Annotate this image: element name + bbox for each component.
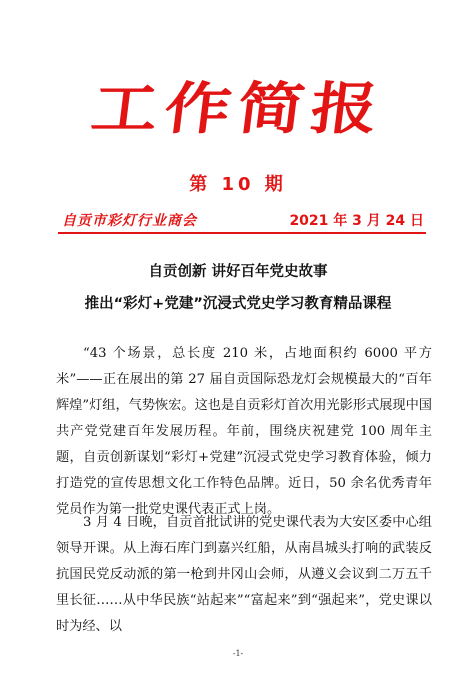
page-number: -1- xyxy=(232,649,244,658)
article-paragraph: 3 月 4 日晚，自贡首批试讲的党史课代表为大安区委中心组领导开课。从上海石库门到嘉兴红船，从南昌城头打响的武装反抗国民党反动派的第一枪到井冈山会师，从遵义会议到二万五千里长征……从中华民族“站起来”“富起来”到“强起来”，党史课以时为经、以 xyxy=(56,515,432,634)
article-paragraph: “43 个场景，总长度 210 米，占地面积约 6000 平方米”——正在展出的第 27 届自贡国际恐龙灯会规模最大的“百年辉煌”灯组，气势恢宏。这也是自贡彩灯首次用光影形式展现中国共产党党建百年发展历程。年前，围绕庆祝建党 100 周年主题，自贡创新谋划“彩灯+党建”沉浸式党史学习教育体验，倾力打造党的宣传思想文化工作特色品牌。近日，50 余名优秀青年党员作为第一批党史课代表正式上岗。 xyxy=(56,346,432,517)
article-subheadline: 推出“彩灯+党建”沉浸式党史学习教育精品课程 xyxy=(84,296,392,312)
publisher-name: 自贡市彩灯行业商会 xyxy=(62,213,197,229)
red-divider xyxy=(58,232,426,234)
issue-number: 第 10 期 xyxy=(189,174,287,195)
publication-date: 2021 年 3 月 24 日 xyxy=(289,213,424,229)
masthead-title: 工作简报 xyxy=(87,76,389,142)
article-headline: 自贡创新 讲好百年党史故事 xyxy=(148,264,328,280)
publication-row xyxy=(58,210,426,234)
